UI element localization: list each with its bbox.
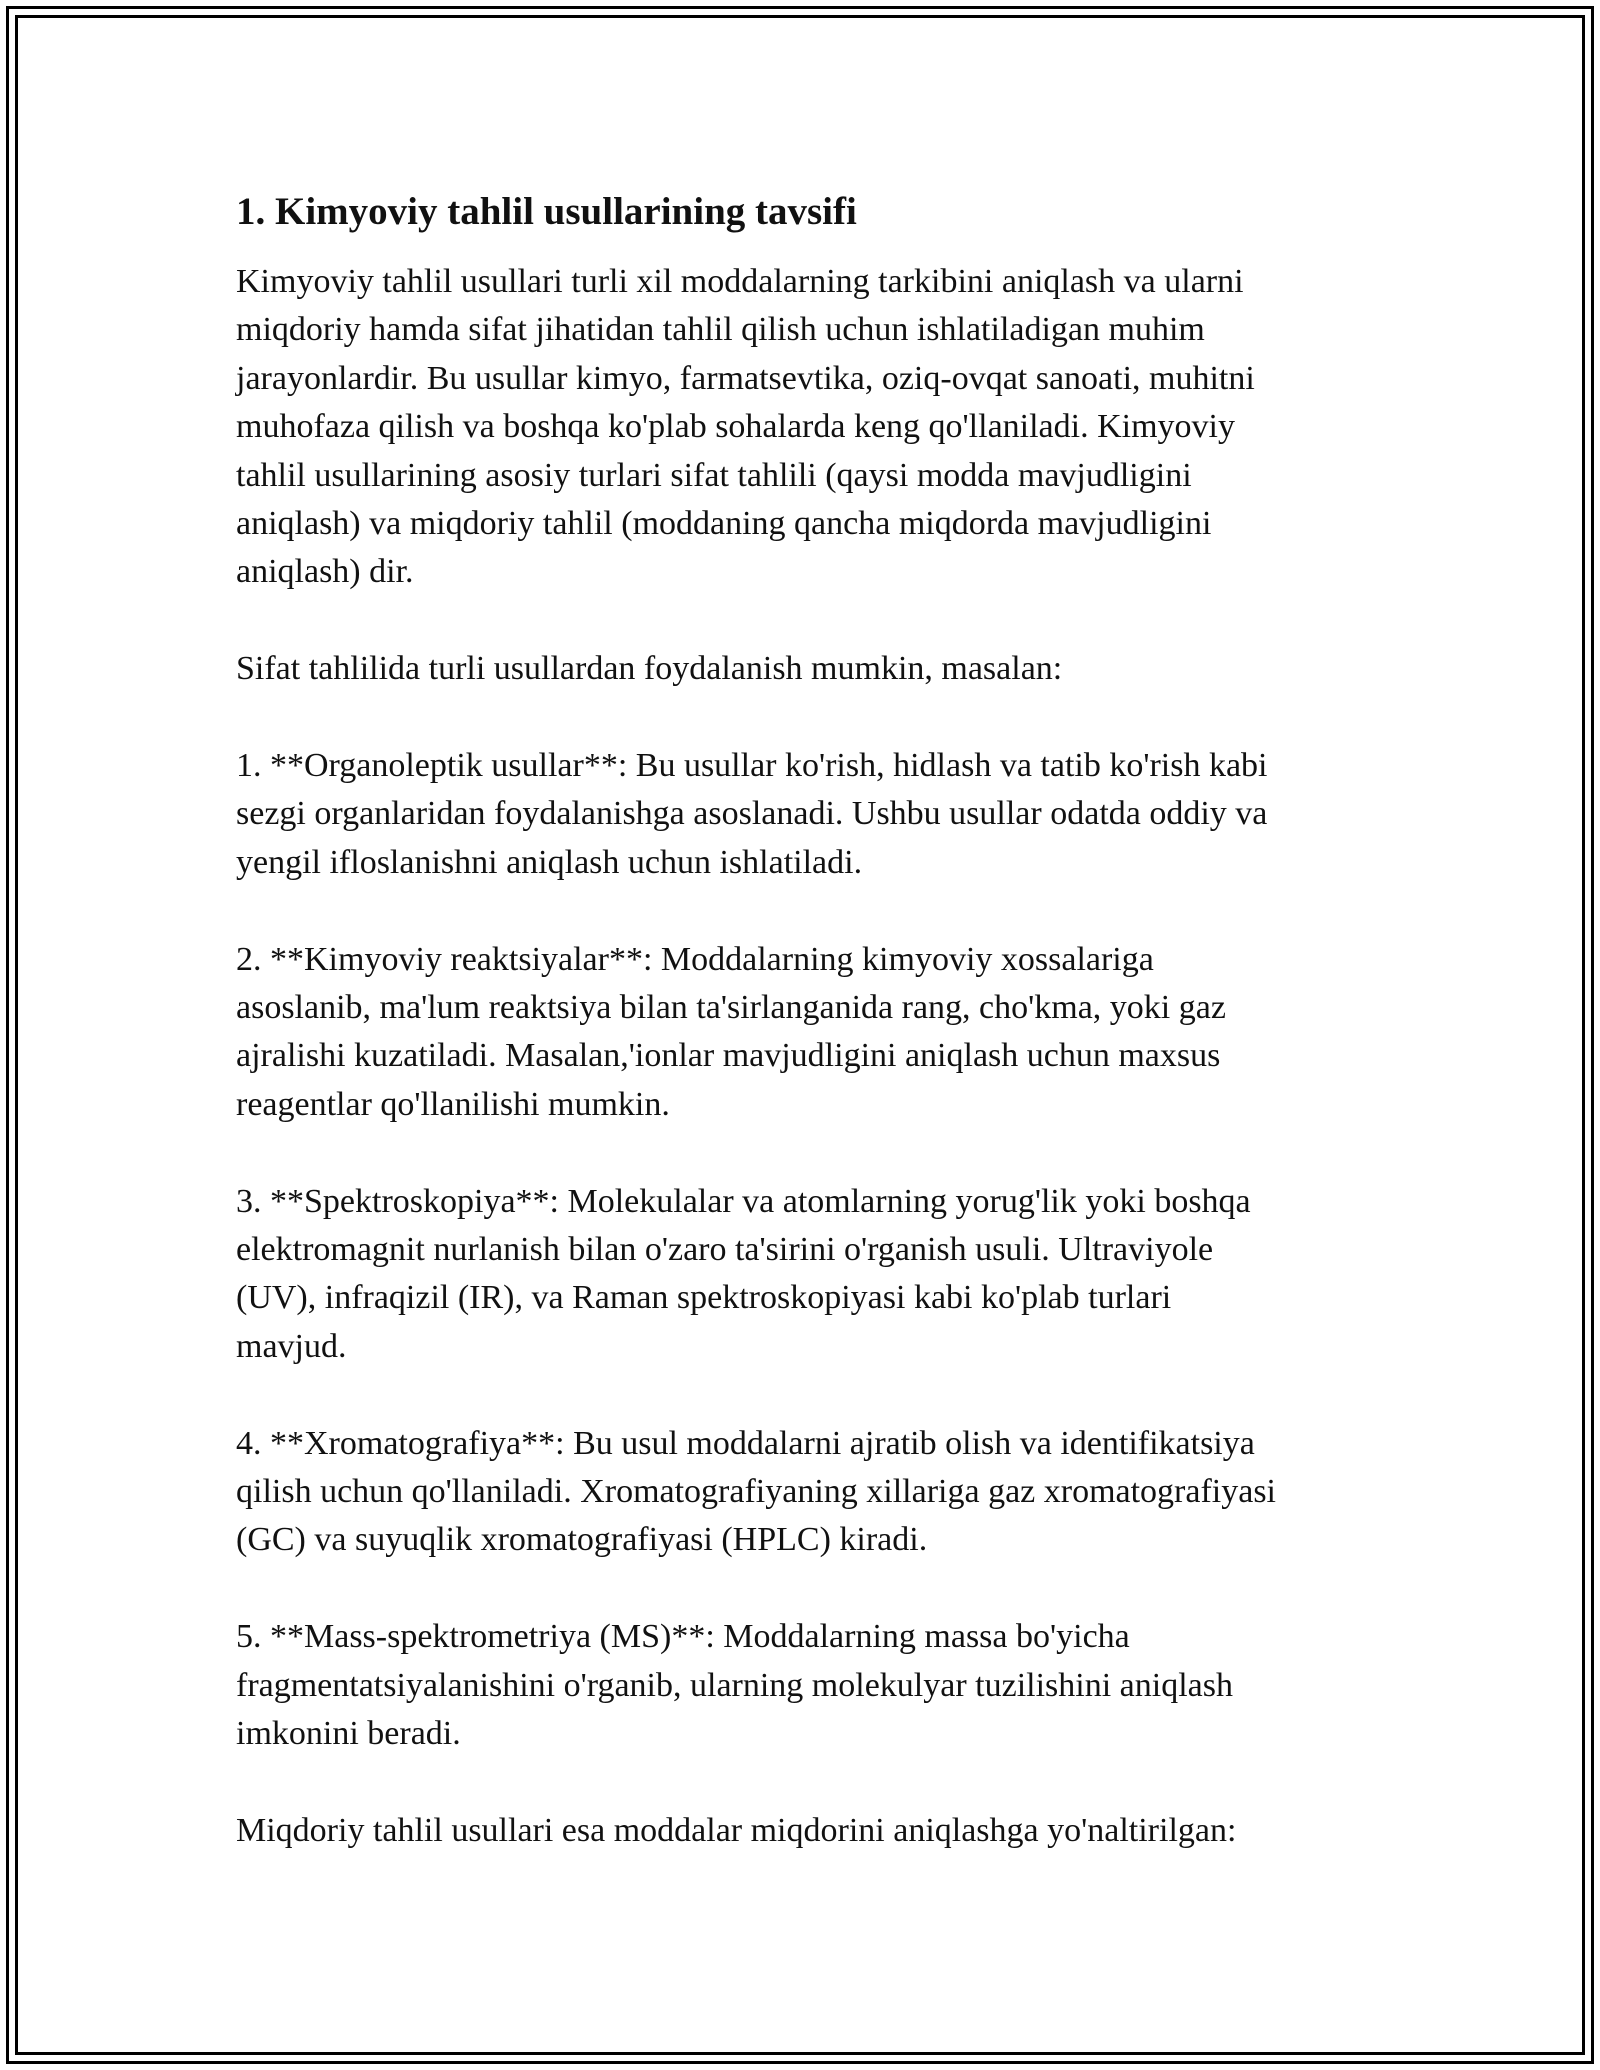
section-heading: 1. Kimyoviy tahlil usullarining tavsifi [236, 190, 857, 233]
list-item-mass-spectrometry: 5. **Mass-spektrometriya (MS)**: Moddalarning massa bo'yicha fragmentatsiyalanishini o'rganib, ularning molekulyar tuzilishini aniqlash imkonini beradi. [236, 1618, 1233, 1753]
qualitative-intro-paragraph: Sifat tahlilida turli usullardan foydalanish mumkin, masalan: [236, 650, 1063, 688]
list-item-chemical-reactions: 2. **Kimyoviy reaktsiyalar**: Moddalarning kimyoviy xossalariga asoslanib, ma'lum reaktsiya bilan ta'sirlanganida rang, cho'kma, yoki gaz ajralishi kuzatiladi. Masalan,'ionlar mavjudligini aniqlash uchun maxsus reagentlar qo'llanilishi mumkin. [236, 940, 1226, 1123]
quantitative-intro-paragraph: Miqdoriy tahlil usullari esa moddalar miqdorini aniqlashga yo'naltirilgan: [236, 1811, 1237, 1849]
document-body [236, 186, 1366, 1855]
list-item-organoleptic: 1. **Organoleptik usullar**: Bu usullar ko'rish, hidlash va tatib ko'rish kabi sezgi organlaridan foydalanishga asoslanadi. Ushbu usullar odatda oddiy va yengil ifloslanishni aniqlash uchun ishlatiladi. [236, 747, 1268, 881]
list-item-chromatography: 4. **Xromatografiya**: Bu usul moddalarni ajratib olish va identifikatsiya qilish uchun qo'llaniladi. Xromatografiyaning xillariga gaz xromatografiyasi (GC) va suyuqlik xromatografiyasi (HPLC) kiradi. [236, 1424, 1277, 1559]
intro-paragraph: Kimyoviy tahlil usullari turli xil moddalarning tarkibini aniqlash va ularni miqdoriy hamda sifat jihatidan tahlil qilish uchun ishlatiladigan muhim jarayonlardir. Bu usullar kimyo, farmatsevtika, oziq-ovqat sanoati, muhitni muhofaza qilish va boshqa ko'plab sohalarda keng qo'llaniladi. Kimyoviy tahlil usullarining asosiy turlari sifat tahlili (qaysi modda mavjudligini aniqlash) va miqdoriy tahlil (moddaning qancha miqdorda mavjudligini aniqlash) dir. [236, 263, 1255, 591]
list-item-spectroscopy: 3. **Spektroskopiya**: Molekulalar va atomlarning yorug'lik yoki boshqa elektromagnit nurlanish bilan o'zaro ta'sirini o'rganish usuli. Ultraviyole (UV), infraqizil (IR), va Raman spektroskopiyasi kabi ko'plab turlari mavjud. [236, 1182, 1251, 1365]
